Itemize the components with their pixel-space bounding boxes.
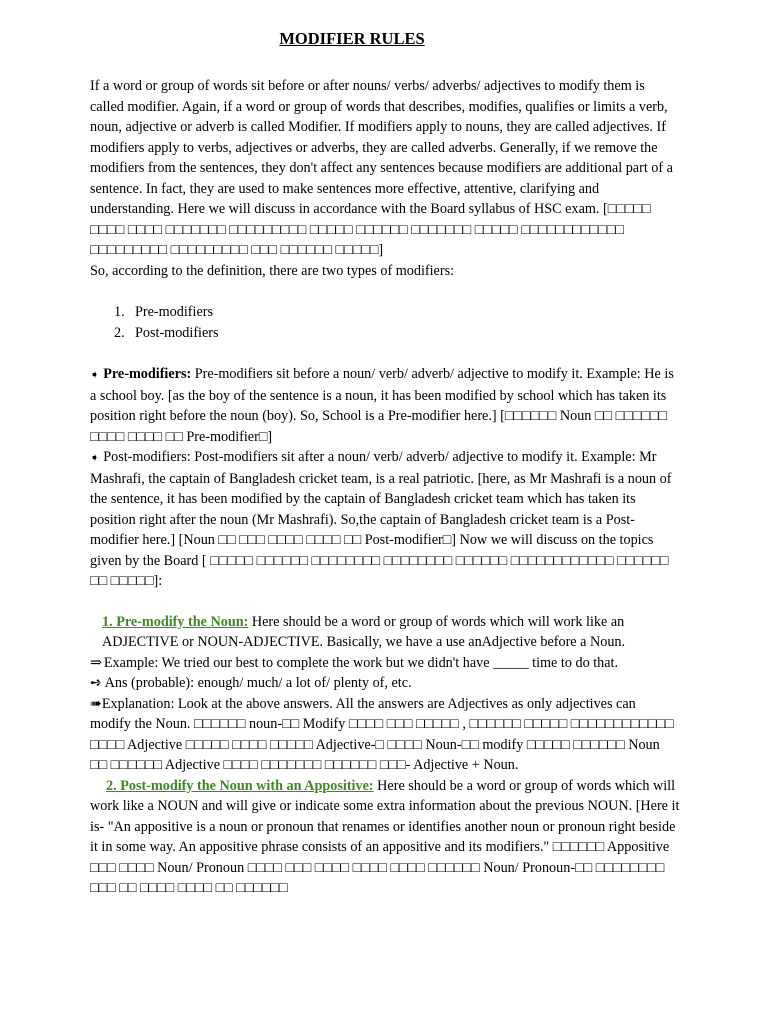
answer-line: ➺ Ans (probable): enough/ much/ a lot of/ plenty of, etc. (90, 675, 412, 691)
section-1-heading: 1. Pre-modify the Noun: (102, 613, 249, 630)
example-line: ⇒ Example: We tried our best to complete the work but we didn't have _____ time to do that. (90, 654, 619, 671)
definition-line: So, according to the definition, there are two types of modifiers: (90, 262, 455, 279)
arrow-bullet-icon: ➧ (90, 452, 100, 464)
list-item: 1. Pre-modifiers (114, 304, 214, 320)
pre-modifiers-paragraph: ➧ Pre-modifiers: Pre-modifiers sit before a noun/ verb/ adverb/ adjective to modify it. Example: He is a school boy. [as the boy of the sentence is a noun, it has been modified by school which has taken its position right before the noun (boy). So, School is a Pre-modifier here.] [□□□□□□ Noun □□ □□□□□□ □□□□ □□□□ □□ Pre-modifier□] (90, 366, 674, 445)
arrow-bullet-icon: ➧ (90, 369, 100, 381)
double-arrow-icon: ⇒ (90, 654, 102, 671)
document-body (90, 76, 680, 899)
heavy-arrow-icon: ➠ (90, 695, 102, 712)
section-1-paragraph: 1. Pre-modify the Noun: Here should be a word or group of words which will work like an ADJECTIVE or NOUN-ADJECTIVE. Basically, we have a use anAdjective before a Noun. (102, 613, 626, 650)
list-item: 2. Post-modifiers (114, 324, 219, 341)
modifier-types-list (90, 302, 680, 343)
explanation-paragraph: ➠Explanation: Look at the above answers. All the answers are Adjectives as only adjectives can modify the Noun. □□□□□□ noun-□□ Modify □□□□ □□□ □□□□□ , □□□□□□ □□□□□ □□□□□□□□□□□□ □□□□ Adjective □□□□□ □□□□ □□□□□ Adjective-□ □□□□ Noun-□□ modify □□□□□ □□□□□□ Noun □□ □□□□□□ Adjective □□□□ □□□□□□□ □□□□□□ □□□- Adjective + Noun. (90, 695, 674, 773)
page-title: MODIFIER RULES (279, 29, 425, 48)
section-2-paragraph: 2. Post-modify the Noun with an Appositive: Here should be a word or group of words which will work like a NOUN and will give or indicate some extra information about the previous NOUN. [Here it is- "An appositive is a noun or pronoun that renames or identifies another noun or pronoun right beside it in some way. An appositive phrase consists of an appositive and its modifiers." □□□□□□ Appositive □□□ □□□□ Noun/ Pronoun □□□□ □□□ □□□□ □□□□ □□□□ □□□□□□ Noun/ Pronoun-□□ □□□□□□□□ □□□ □□ □□□□ □□□□ □□ □□□□□□ (90, 777, 680, 896)
arrow-icon: ➺ (90, 675, 102, 691)
pre-modifiers-heading: Pre-modifiers: (103, 366, 192, 382)
intro-paragraph: If a word or group of words sit before or after nouns/ verbs/ adverbs/ adjectives to modify them is called modifier. Again, if a word or group of words that describes, modifies, qualifies or limits a verb, noun, adjective or adverb is called Modifier. If modifiers apply to nouns, they are called adjectives. If modifiers apply to verbs, adjectives or adverbs, they are called adverbs. Generally, if we remove the modifiers from the sentences, they don't affect any sentences because modifiers are additional part of a sentence. In fact, they are used to make sentences more effective, attentive, clarifying and understanding. Here we will discuss in accordance with the Board syllabus of HSC exam. [□□□□□ □□□□ □□□□ □□□□□□□ □□□□□□□□□ □□□□□ □□□□□□ □□□□□□□ □□□□□ □□□□□□□□□□□□ □□□□□□□□□ □□□□□□□□□ □□□ □□□□□□ □□□□□] (90, 78, 673, 258)
post-modifiers-paragraph: ➧ Post-modifiers: Post-modifiers sit after a noun/ verb/ adverb/ adjective to modify it. Example: Mr Mashrafi, the captain of Bangladesh cricket team, is a real patriotic. [here, as Mr Mashrafi is a noun of the sentence, it has been modified by the captain of Bangladesh cricket team which has taken its position right after the noun (Mr Mashrafi). So,the captain of Bangladesh cricket team is a Post-modifier here.] [Noun □□ □□□ □□□□ □□□□ □□ Post-modifier□] Now we will discuss on the topics given by the Board [ □□□□□ □□□□□□ □□□□□□□□ □□□□□□□□ □□□□□□ □□□□□□□□□□□□ □□□□□□ □□ □□□□□]: (90, 449, 672, 589)
section-2-heading: 2. Post-modify the Noun with an Appositive: (106, 777, 374, 794)
